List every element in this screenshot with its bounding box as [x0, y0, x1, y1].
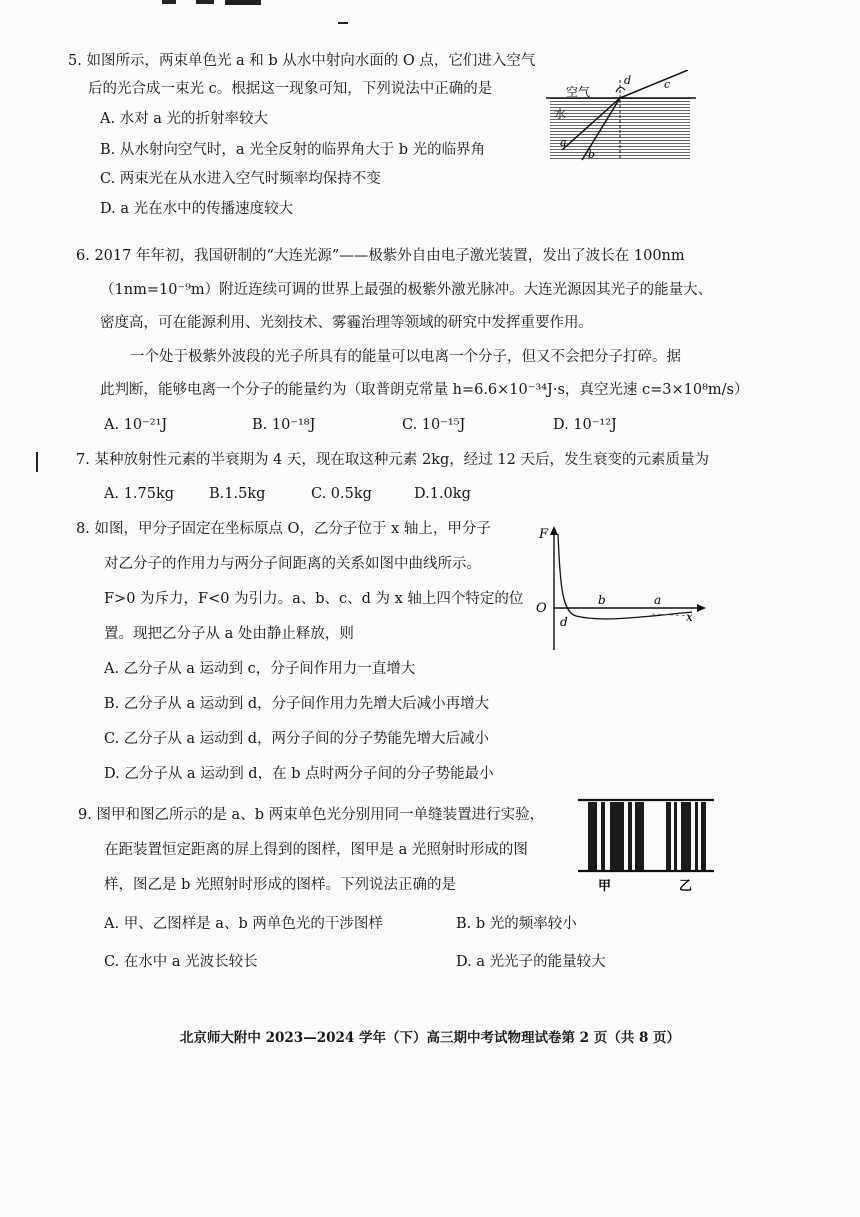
- question-text-line: 对乙分子的作用力与两分子间距离的关系如图中曲线所示。: [104, 556, 481, 572]
- label-water: 水: [554, 107, 567, 121]
- label-jia: 甲: [598, 879, 612, 894]
- label-air: 空气: [566, 85, 591, 99]
- option-a: A. 甲、乙图样是 a、b 两单色光的干涉图样: [104, 916, 383, 932]
- label-a: a: [560, 136, 567, 149]
- label-d: d: [560, 615, 568, 629]
- label-x: x: [686, 610, 693, 624]
- refraction-figure: [546, 70, 696, 162]
- option-c: C. 10⁻¹⁵J: [402, 417, 466, 433]
- option-b: B. 乙分子从 a 运动到 d，分子间作用力先增大后减小再增大: [104, 696, 490, 712]
- option-d: D.1.0kg: [414, 486, 471, 502]
- option-a: A. 水对 a 光的折射率较大: [100, 111, 269, 127]
- label-a: a: [654, 593, 662, 607]
- force-distance-figure: [532, 524, 708, 654]
- question-text-line: 9. 图甲和图乙所示的是 a、b 两束单色光分别用同一单缝装置进行实验，: [78, 807, 545, 823]
- option-a: A. 1.75kg: [104, 486, 175, 502]
- question-text-line: 6. 2017 年年初，我国研制的“大连光源”——极紫外自由电子激光装置，发出了波长在 100nm: [76, 248, 685, 264]
- option-d: D. 10⁻¹²J: [553, 417, 617, 433]
- option-d: D. 乙分子从 a 运动到 d，在 b 点时两分子间的分子势能最小: [104, 766, 494, 782]
- scan-artifact: [162, 0, 176, 4]
- question-text-line: 后的光合成一束光 c。根据这一现象可知，下列说法中正确的是: [88, 81, 493, 97]
- question-text-line: 7. 某种放射性元素的半衰期为 4 天，现在取这种元素 2kg，经过 12 天后，发生衰变的元素质量为: [76, 452, 709, 468]
- question-text-line: 密度高，可在能源利用、光刻技术、雾霾治理等领域的研究中发挥重要作用。: [100, 315, 593, 331]
- option-c: C. 0.5kg: [311, 486, 372, 502]
- question-text-line: 一个处于极紫外波段的光子所具有的能量可以电离一个分子，但又不会把分子打碎。据: [130, 349, 681, 365]
- option-a: A. 10⁻²¹J: [104, 417, 168, 433]
- question-text-line: 在距装置恒定距离的屏上得到的图样，图甲是 a 光照射时形成的图: [104, 842, 528, 858]
- option-a: A. 乙分子从 a 运动到 c，分子间作用力一直增大: [104, 661, 416, 677]
- label-c: c: [664, 78, 671, 91]
- option-b: B. 从水射向空气时，a 光全反射的临界角大于 b 光的临界角: [100, 142, 486, 158]
- x-axis-arrow: [697, 604, 706, 612]
- option-d: D. a 光光子的能量较大: [456, 954, 606, 970]
- label-b: b: [588, 148, 596, 161]
- question-text-line: 此判断，能够电离一个分子的能量约为（取普朗克常量 h=6.6×10⁻³⁴J·s，真空光速 c=3×10⁸m/s）: [100, 382, 749, 398]
- question-text-line: 置。现把乙分子从 a 处由静止释放，则: [104, 626, 354, 642]
- label-b: b: [598, 593, 606, 607]
- question-text-line: F>0 为斥力，F<0 为引力。a、b、c、d 为 x 轴上四个特定的位: [104, 591, 524, 607]
- label-O: O: [536, 601, 547, 616]
- option-c: C. 乙分子从 a 运动到 d，两分子间的分子势能先增大后减小: [104, 731, 490, 747]
- pattern-yi: [666, 802, 706, 870]
- label-yi: 乙: [679, 879, 693, 894]
- question-text-line: （1nm=10⁻⁹m）附近连续可调的世界上最强的极紫外激光脉冲。大连光源因其光子的能量大、: [100, 282, 713, 298]
- scan-artifact: [338, 22, 348, 24]
- question-text-line: 8. 如图，甲分子固定在坐标原点 O，乙分子位于 x 轴上，甲分子: [76, 521, 491, 537]
- label-d: d: [624, 74, 632, 87]
- option-b: B. 10⁻¹⁸J: [252, 417, 316, 433]
- diffraction-figure: [576, 792, 716, 896]
- scan-artifact: [196, 0, 214, 4]
- question-text-line: 5. 如图所示，两束单色光 a 和 b 从水中射向水面的 O 点，它们进入空气: [68, 53, 536, 69]
- label-F: F: [539, 527, 549, 542]
- option-d: D. a 光在水中的传播速度较大: [100, 201, 294, 217]
- scan-artifact: [36, 452, 38, 472]
- f-axis-arrow: [550, 526, 558, 535]
- option-b: B.1.5kg: [209, 486, 266, 502]
- pattern-jia: [588, 802, 644, 870]
- force-curve: [558, 534, 692, 619]
- page-footer: 北京师大附中 2023—2024 学年（下）高三期中考试物理试卷第 2 页（共 8 页）: [179, 1030, 681, 1046]
- scan-artifact: [225, 0, 261, 5]
- option-c: C. 两束光在从水进入空气时频率均保持不变: [100, 171, 381, 187]
- question-text-line: 样，图乙是 b 光照射时形成的图样。下列说法正确的是: [104, 877, 456, 893]
- option-b: B. b 光的频率较小: [456, 916, 577, 932]
- option-c: C. 在水中 a 光波长较长: [104, 954, 258, 970]
